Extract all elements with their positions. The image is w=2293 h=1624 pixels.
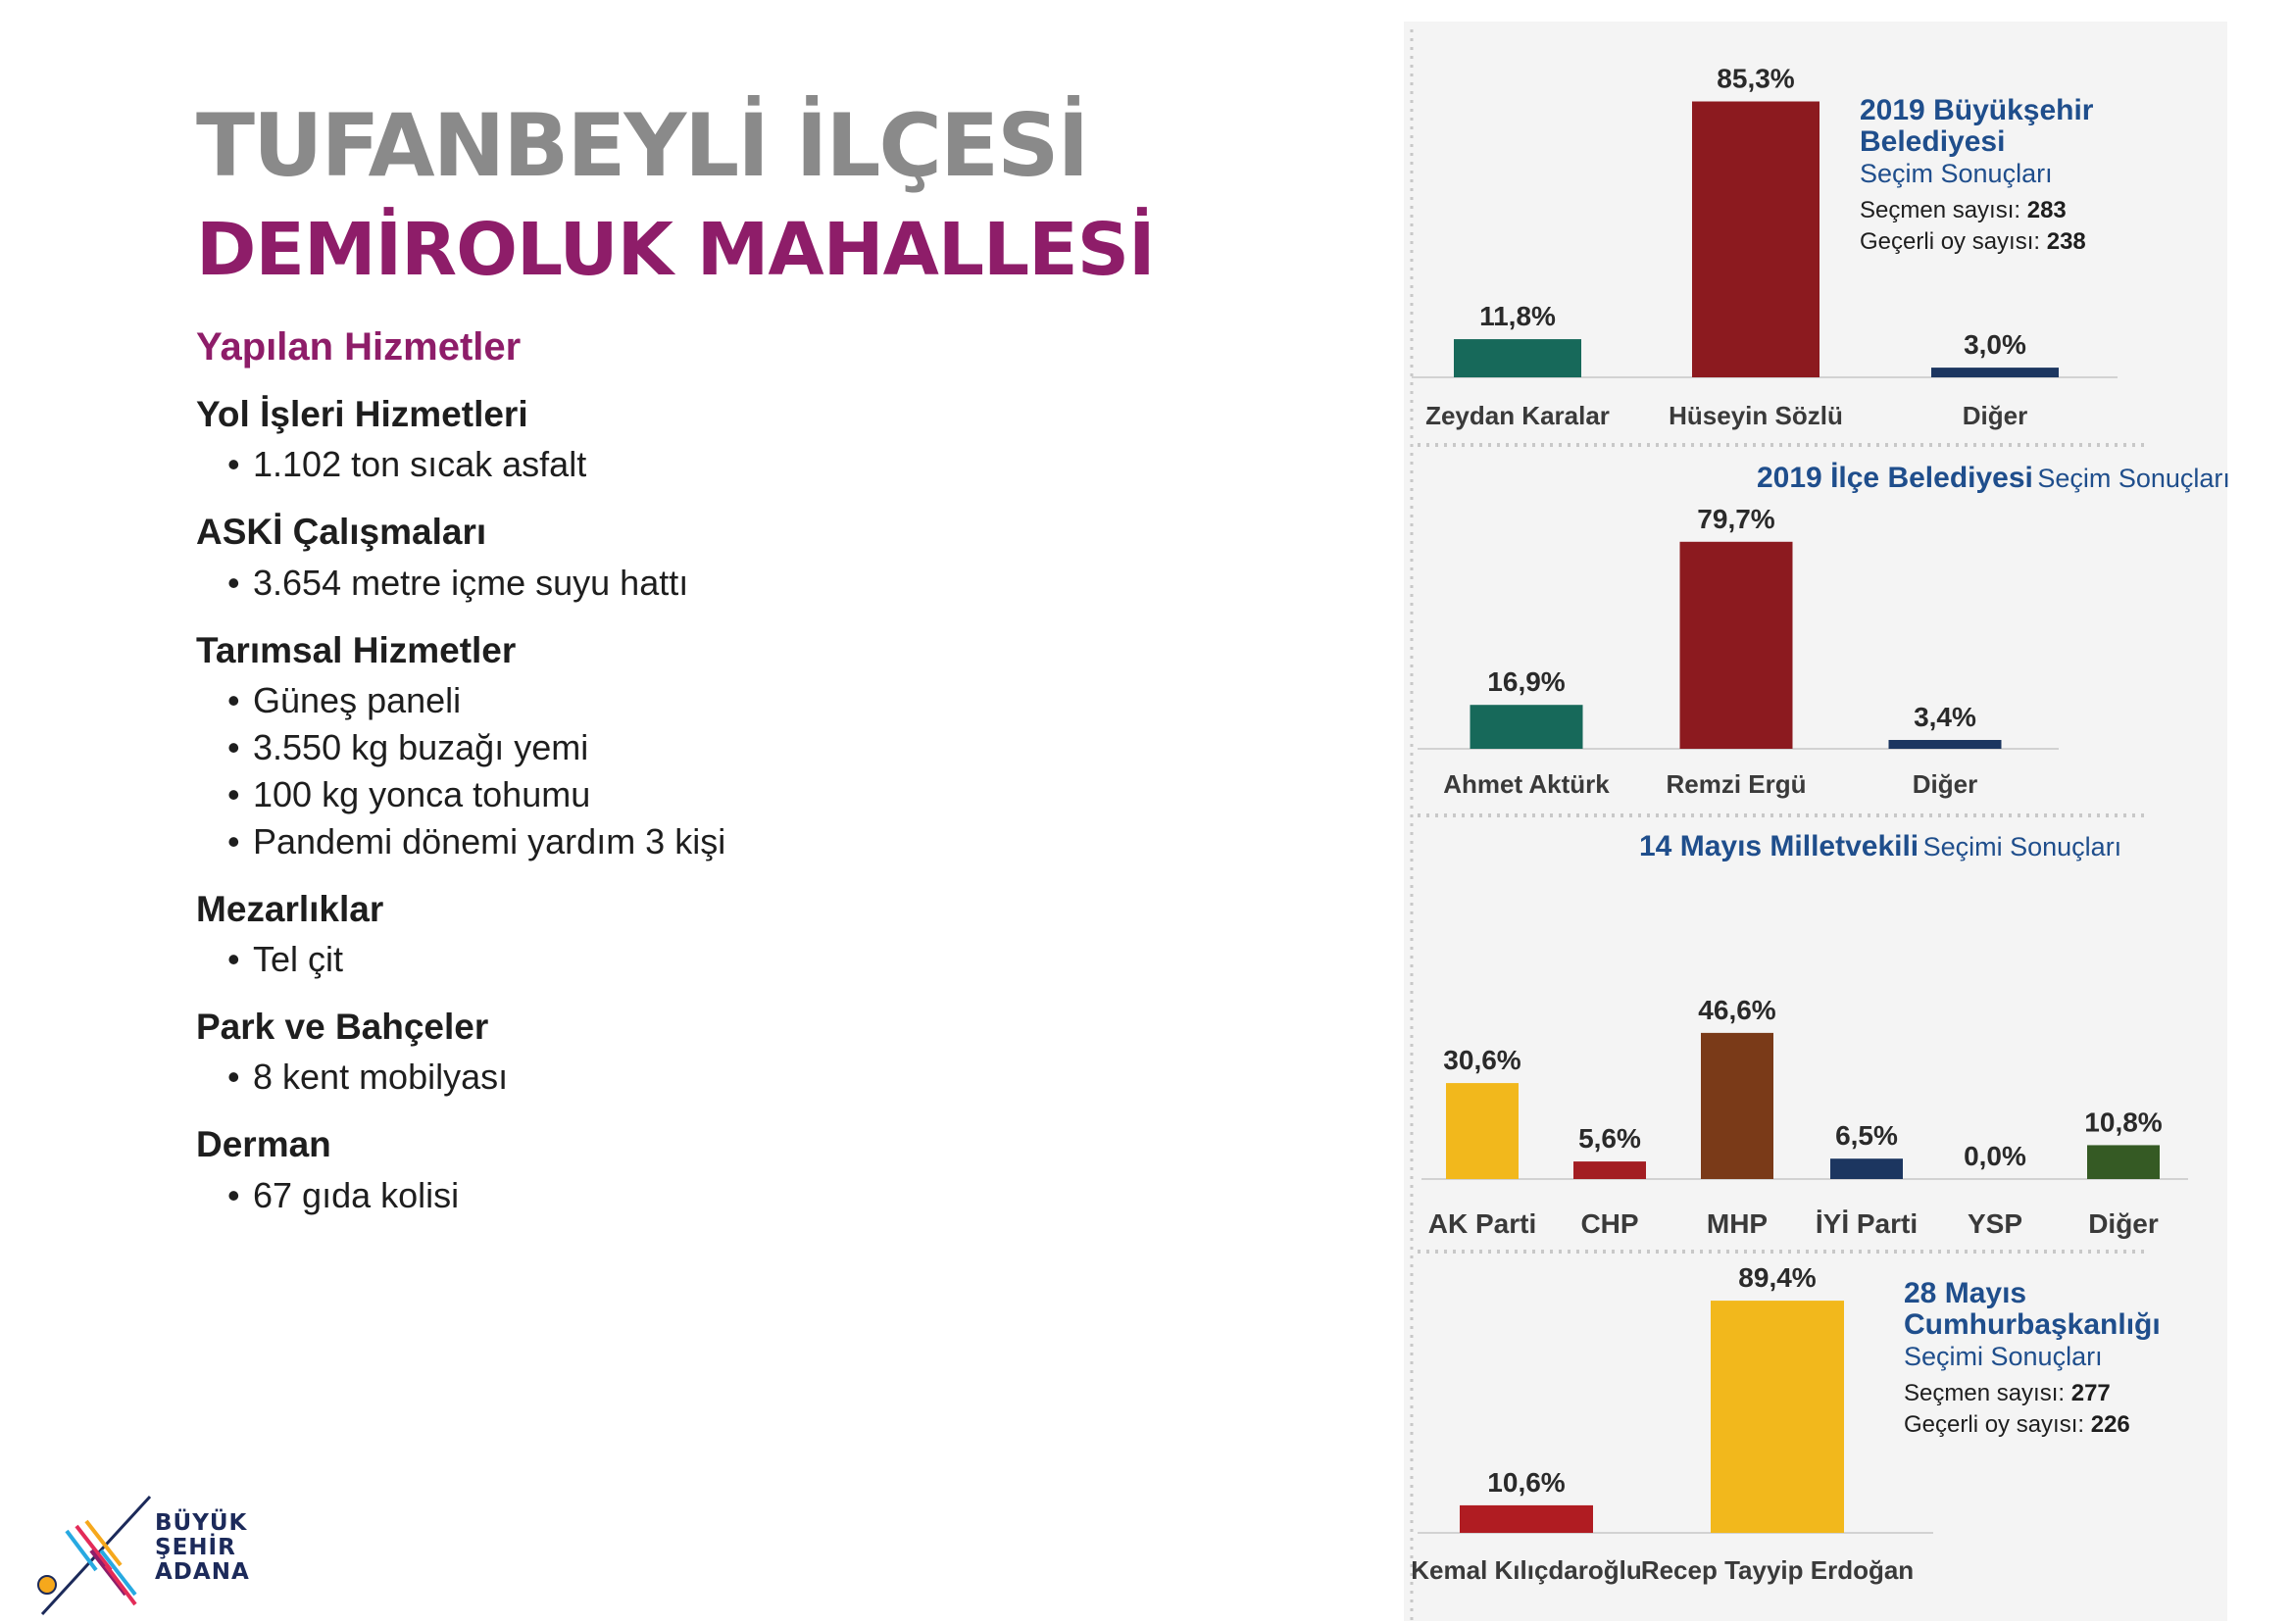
- chart-3-value-label-5: 0,0%: [1964, 1141, 2026, 1171]
- buyuksehir-adana-logo: [37, 1492, 273, 1624]
- chart-4-title-rest: Seçimi Sonuçları: [1904, 1342, 2103, 1371]
- service-item: • 100 kg yonca tohumu: [227, 771, 980, 818]
- service-item: • 3.654 metre içme suyu hattı: [227, 560, 980, 607]
- chart-2-title-bold: 2019 İlçe Belediyesi: [1757, 462, 2033, 494]
- logo-stripes-icon: [37, 1492, 155, 1619]
- chart-1-value-label-3: 3,0%: [1964, 329, 2026, 361]
- chart-1-bar-1: [1454, 339, 1581, 377]
- chart-2-info: [1757, 463, 2230, 494]
- chart-3-bar-1: [1446, 1083, 1519, 1179]
- chart-1-category-label-2: Hüseyin Sözlü: [1669, 401, 1843, 430]
- chart-2-bar-2: [1680, 542, 1793, 749]
- logo-line: BÜYÜK: [155, 1510, 248, 1536]
- chart-1-category-label-3: Diğer: [1962, 401, 2028, 430]
- chart-1-category-label-1: Zeydan Karalar: [1425, 401, 1610, 430]
- section-title: Mezarlıklar: [196, 888, 384, 929]
- chart-2-title-rest: Seçim Sonuçları: [2037, 464, 2230, 493]
- chart-3-bar-2: [1573, 1161, 1646, 1179]
- chart-4-bar-2: [1711, 1301, 1844, 1533]
- chart-3-title-rest: Seçimi Sonuçları: [1922, 832, 2122, 861]
- section-title: Tarımsal Hizmetler: [196, 629, 517, 670]
- chart-3-category-label-5: YSP: [1967, 1208, 2023, 1239]
- service-section: [196, 510, 980, 606]
- chart-1-bar-3: [1931, 368, 2059, 377]
- chart-4-info: [1904, 1278, 2161, 1441]
- service-item: • 8 kent mobilyası: [227, 1054, 980, 1101]
- chart-2-category-label-1: Ahmet Aktürk: [1443, 769, 1610, 799]
- chart-1-title-bold: 2019 Büyükşehir Belediyesi: [1860, 94, 2094, 158]
- chart-1-value-label-2: 85,3%: [1717, 63, 1795, 94]
- chart-3-value-label-4: 6,5%: [1835, 1120, 1898, 1152]
- chart-3-info: [1639, 831, 2121, 862]
- chart-1-valid-votes: Geçerli oy sayısı: 238: [1860, 228, 2086, 255]
- chart-3-bar-3: [1701, 1033, 1773, 1179]
- services-list: [196, 323, 980, 1241]
- chart-4-bar-1: [1460, 1505, 1593, 1533]
- service-item: • Pandemi dönemi yardım 3 kişi: [227, 818, 980, 865]
- service-section: [196, 392, 980, 488]
- chart-4-title-bold: 28 Mayıs: [1904, 1277, 2027, 1309]
- chart-3-category-label-3: MHP: [1706, 1208, 1769, 1239]
- chart-3-category-label-6: Diğer: [2088, 1208, 2159, 1239]
- chart-3-category-label-1: AK Parti: [1427, 1208, 1537, 1239]
- service-section: [196, 628, 980, 865]
- chart-3-category-label-4: İYİ Parti: [1815, 1208, 1919, 1239]
- chart-3-title-bold: 14 Mayıs Milletvekili: [1639, 830, 1919, 862]
- service-item: • 67 gıda kolisi: [227, 1172, 980, 1219]
- chart-1-value-label-1: 11,8%: [1479, 301, 1556, 332]
- neighborhood-title: DEMİROLUK MAHALLESİ: [196, 208, 1155, 292]
- chart-4-title-bold: Cumhurbaşkanlığı: [1904, 1308, 2161, 1341]
- logo-line: ADANA: [155, 1559, 250, 1585]
- chart-2-value-label-3: 3,4%: [1914, 701, 1976, 732]
- chart-4-value-label-2: 89,4%: [1738, 1262, 1817, 1294]
- chart-1-voters: Seçmen sayısı: 283: [1860, 197, 2067, 223]
- service-item: • 1.102 ton sıcak asfalt: [227, 441, 980, 488]
- chart-2-bar-3: [1889, 740, 2002, 749]
- chart-2-category-label-3: Diğer: [1912, 769, 1978, 799]
- chart-2-value-label-1: 16,9%: [1487, 666, 1566, 698]
- district-title: TUFANBEYLİ İLÇESİ: [196, 95, 1088, 196]
- chart-4-category-label-1: Kemal Kılıçdaroğlu: [1411, 1555, 1642, 1585]
- chart-4-voters: Seçmen sayısı: 277: [1904, 1380, 2111, 1406]
- service-item: • 3.550 kg buzağı yemi: [227, 724, 980, 771]
- chart-2-bar-1: [1471, 705, 1583, 749]
- logo-line: ŞEHİR: [155, 1535, 236, 1560]
- services-heading: Yapılan Hizmetler: [196, 325, 522, 369]
- chart-4-category-label-2: Recep Tayyip Erdoğan: [1640, 1555, 1915, 1585]
- chart-3-bar-4: [1830, 1158, 1903, 1179]
- section-title: Derman: [196, 1124, 331, 1165]
- service-item: • Güneş paneli: [227, 677, 980, 724]
- section-title: Park ve Bahçeler: [196, 1007, 489, 1047]
- chart-4-value-label-1: 10,6%: [1487, 1466, 1566, 1498]
- chart-1-bar-2: [1692, 102, 1819, 377]
- chart-2-value-label-2: 79,7%: [1697, 503, 1775, 534]
- chart-3-value-label-2: 5,6%: [1578, 1123, 1641, 1155]
- chart-3-bar-6: [2087, 1145, 2160, 1179]
- service-section: [196, 1005, 980, 1101]
- chart-3-category-label-2: CHP: [1580, 1208, 1639, 1239]
- chart-1-title-rest: Seçim Sonuçları: [1860, 159, 2053, 188]
- chart-2-category-label-2: Remzi Ergü: [1666, 769, 1807, 799]
- service-item: • Tel çit: [227, 936, 980, 983]
- service-section: [196, 1122, 980, 1218]
- chart-3-value-label-3: 46,6%: [1698, 994, 1776, 1025]
- chart-3-value-label-6: 10,8%: [2084, 1107, 2163, 1138]
- section-title: Yol İşleri Hizmetleri: [196, 394, 528, 434]
- logo-text: [155, 1511, 250, 1585]
- chart-3-value-label-1: 30,6%: [1443, 1045, 1521, 1076]
- service-section: [196, 887, 980, 983]
- section-title: ASKİ Çalışmaları: [196, 512, 487, 553]
- chart-4-valid-votes: Geçerli oy sayısı: 226: [1904, 1411, 2130, 1438]
- election-results-panel: [1404, 22, 2230, 1621]
- chart-1-info: [1860, 95, 2227, 258]
